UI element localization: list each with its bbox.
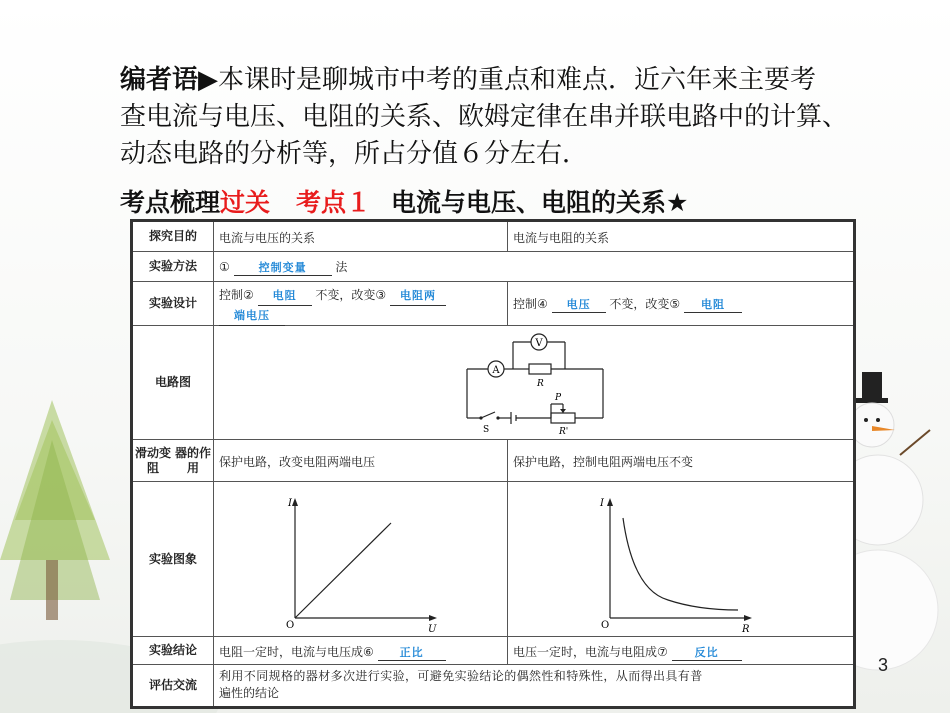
- design-col2: [513, 295, 742, 313]
- answer-blank-3a: 电阻两: [390, 286, 446, 306]
- table-row: [133, 282, 853, 326]
- answer-blank-7: 反比: [672, 644, 742, 661]
- rheostat-col2: 保护电路，控制电阻两端电压不变: [513, 455, 694, 469]
- design-col1-prefix: 控制②: [219, 288, 254, 302]
- rheostat-label-line2: 器的作用: [174, 445, 211, 475]
- editor-note-line2: 查电流与电压、电阻的关系、欧姆定律在串并联电路中的计算、: [120, 102, 849, 132]
- heading-part1: 考点梳理: [120, 188, 221, 217]
- row-label-rheostat: [133, 440, 214, 481]
- circuit-diagram: [453, 332, 613, 436]
- method-content: [219, 258, 347, 276]
- eval-content: [219, 668, 849, 702]
- eval-line1: 利用不同规格的器材多次进行实验，可避免实验结论的偶然性和特殊性，从而得出具有普: [219, 669, 703, 683]
- graph-current-resistance: [598, 490, 763, 635]
- answer-blank-1: 控制变量: [234, 259, 332, 276]
- editor-note: [120, 62, 920, 173]
- design-col1: [219, 286, 504, 326]
- conclusion-col1: [219, 643, 446, 661]
- purpose-col2: 电流与电阻的关系: [513, 231, 610, 245]
- row-label-graph: 实验图象: [133, 482, 214, 636]
- section-heading: [120, 183, 880, 219]
- inverse-curve: [623, 518, 738, 610]
- table-row: [133, 222, 853, 252]
- resistor-label: R: [537, 379, 544, 389]
- slider-label: P: [555, 393, 562, 403]
- row-label-design: 实验设计: [133, 282, 214, 325]
- experiment-table: [130, 219, 856, 709]
- method-suffix: 法: [335, 260, 348, 274]
- conclusion-col1-prefix: 电阻一定时，电流与电压成⑥: [219, 645, 374, 659]
- table-row: [133, 252, 853, 282]
- table-row: [133, 665, 853, 706]
- table-row: [133, 326, 853, 440]
- row-label-method: 实验方法: [133, 252, 214, 281]
- editor-note-text1: 本课时是聊城市中考的重点和难点．近六年来主要考: [218, 65, 817, 95]
- table-row: [133, 440, 853, 482]
- graph2-origin: O: [601, 620, 610, 631]
- purpose-col1: 电流与电压的关系: [219, 231, 316, 245]
- ammeter-label: A: [492, 365, 500, 376]
- answer-blank-5: 电阻: [684, 296, 742, 313]
- graph1-ylabel: I: [288, 498, 292, 509]
- editor-note-label: 编者语: [120, 65, 199, 95]
- conclusion-col2-prefix: 电压一定时，电流与电阻成⑦: [513, 645, 668, 659]
- voltmeter-label: V: [535, 338, 543, 349]
- rheostat-label: R': [559, 427, 569, 436]
- heading-part3: 考点１: [296, 188, 372, 217]
- rheostat-col1: 保护电路，改变电阻两端电压: [219, 455, 376, 469]
- answer-blank-3b: 端电压: [219, 306, 285, 326]
- row-label-purpose: 探究目的: [133, 222, 214, 251]
- design-col2-prefix: 控制④: [513, 297, 548, 311]
- table-row: [133, 482, 853, 637]
- row-label-eval: 评估交流: [133, 665, 214, 706]
- tree-icon: [0, 400, 110, 620]
- heading-part2: 过关: [220, 188, 271, 217]
- graph2-xlabel: R: [742, 624, 750, 635]
- eval-line2: 遍性的结论: [219, 686, 280, 700]
- graph1-xlabel: U: [428, 624, 437, 635]
- graph-current-voltage: [283, 490, 443, 635]
- proportional-line: [295, 523, 391, 618]
- arrow-icon: ▶: [198, 65, 219, 95]
- row-label-conclusion: 实验结论: [133, 637, 214, 664]
- graph1-origin: O: [286, 620, 295, 631]
- row-label-circuit: 电路图: [133, 326, 214, 439]
- answer-blank-6: 正比: [378, 644, 446, 661]
- heading-part4: 电流与电压、电阻的关系★: [391, 188, 689, 217]
- table-row: [133, 637, 853, 665]
- rheostat-label-line1: 滑动变阻: [134, 445, 171, 475]
- graph2-ylabel: I: [600, 498, 604, 509]
- switch-label: S: [483, 425, 490, 435]
- method-num: ①: [219, 260, 230, 274]
- editor-note-line1: [120, 62, 920, 99]
- answer-blank-2: 电阻: [258, 286, 312, 306]
- conclusion-col2: [513, 643, 742, 661]
- design-col1-mid: 不变，改变③: [315, 288, 387, 302]
- page-number: 3: [878, 655, 889, 675]
- answer-blank-4: 电压: [552, 296, 606, 313]
- design-col2-mid: 不变，改变⑤: [609, 297, 681, 311]
- editor-note-line3: 动态电路的分析等，所占分值６分左右．: [120, 139, 589, 169]
